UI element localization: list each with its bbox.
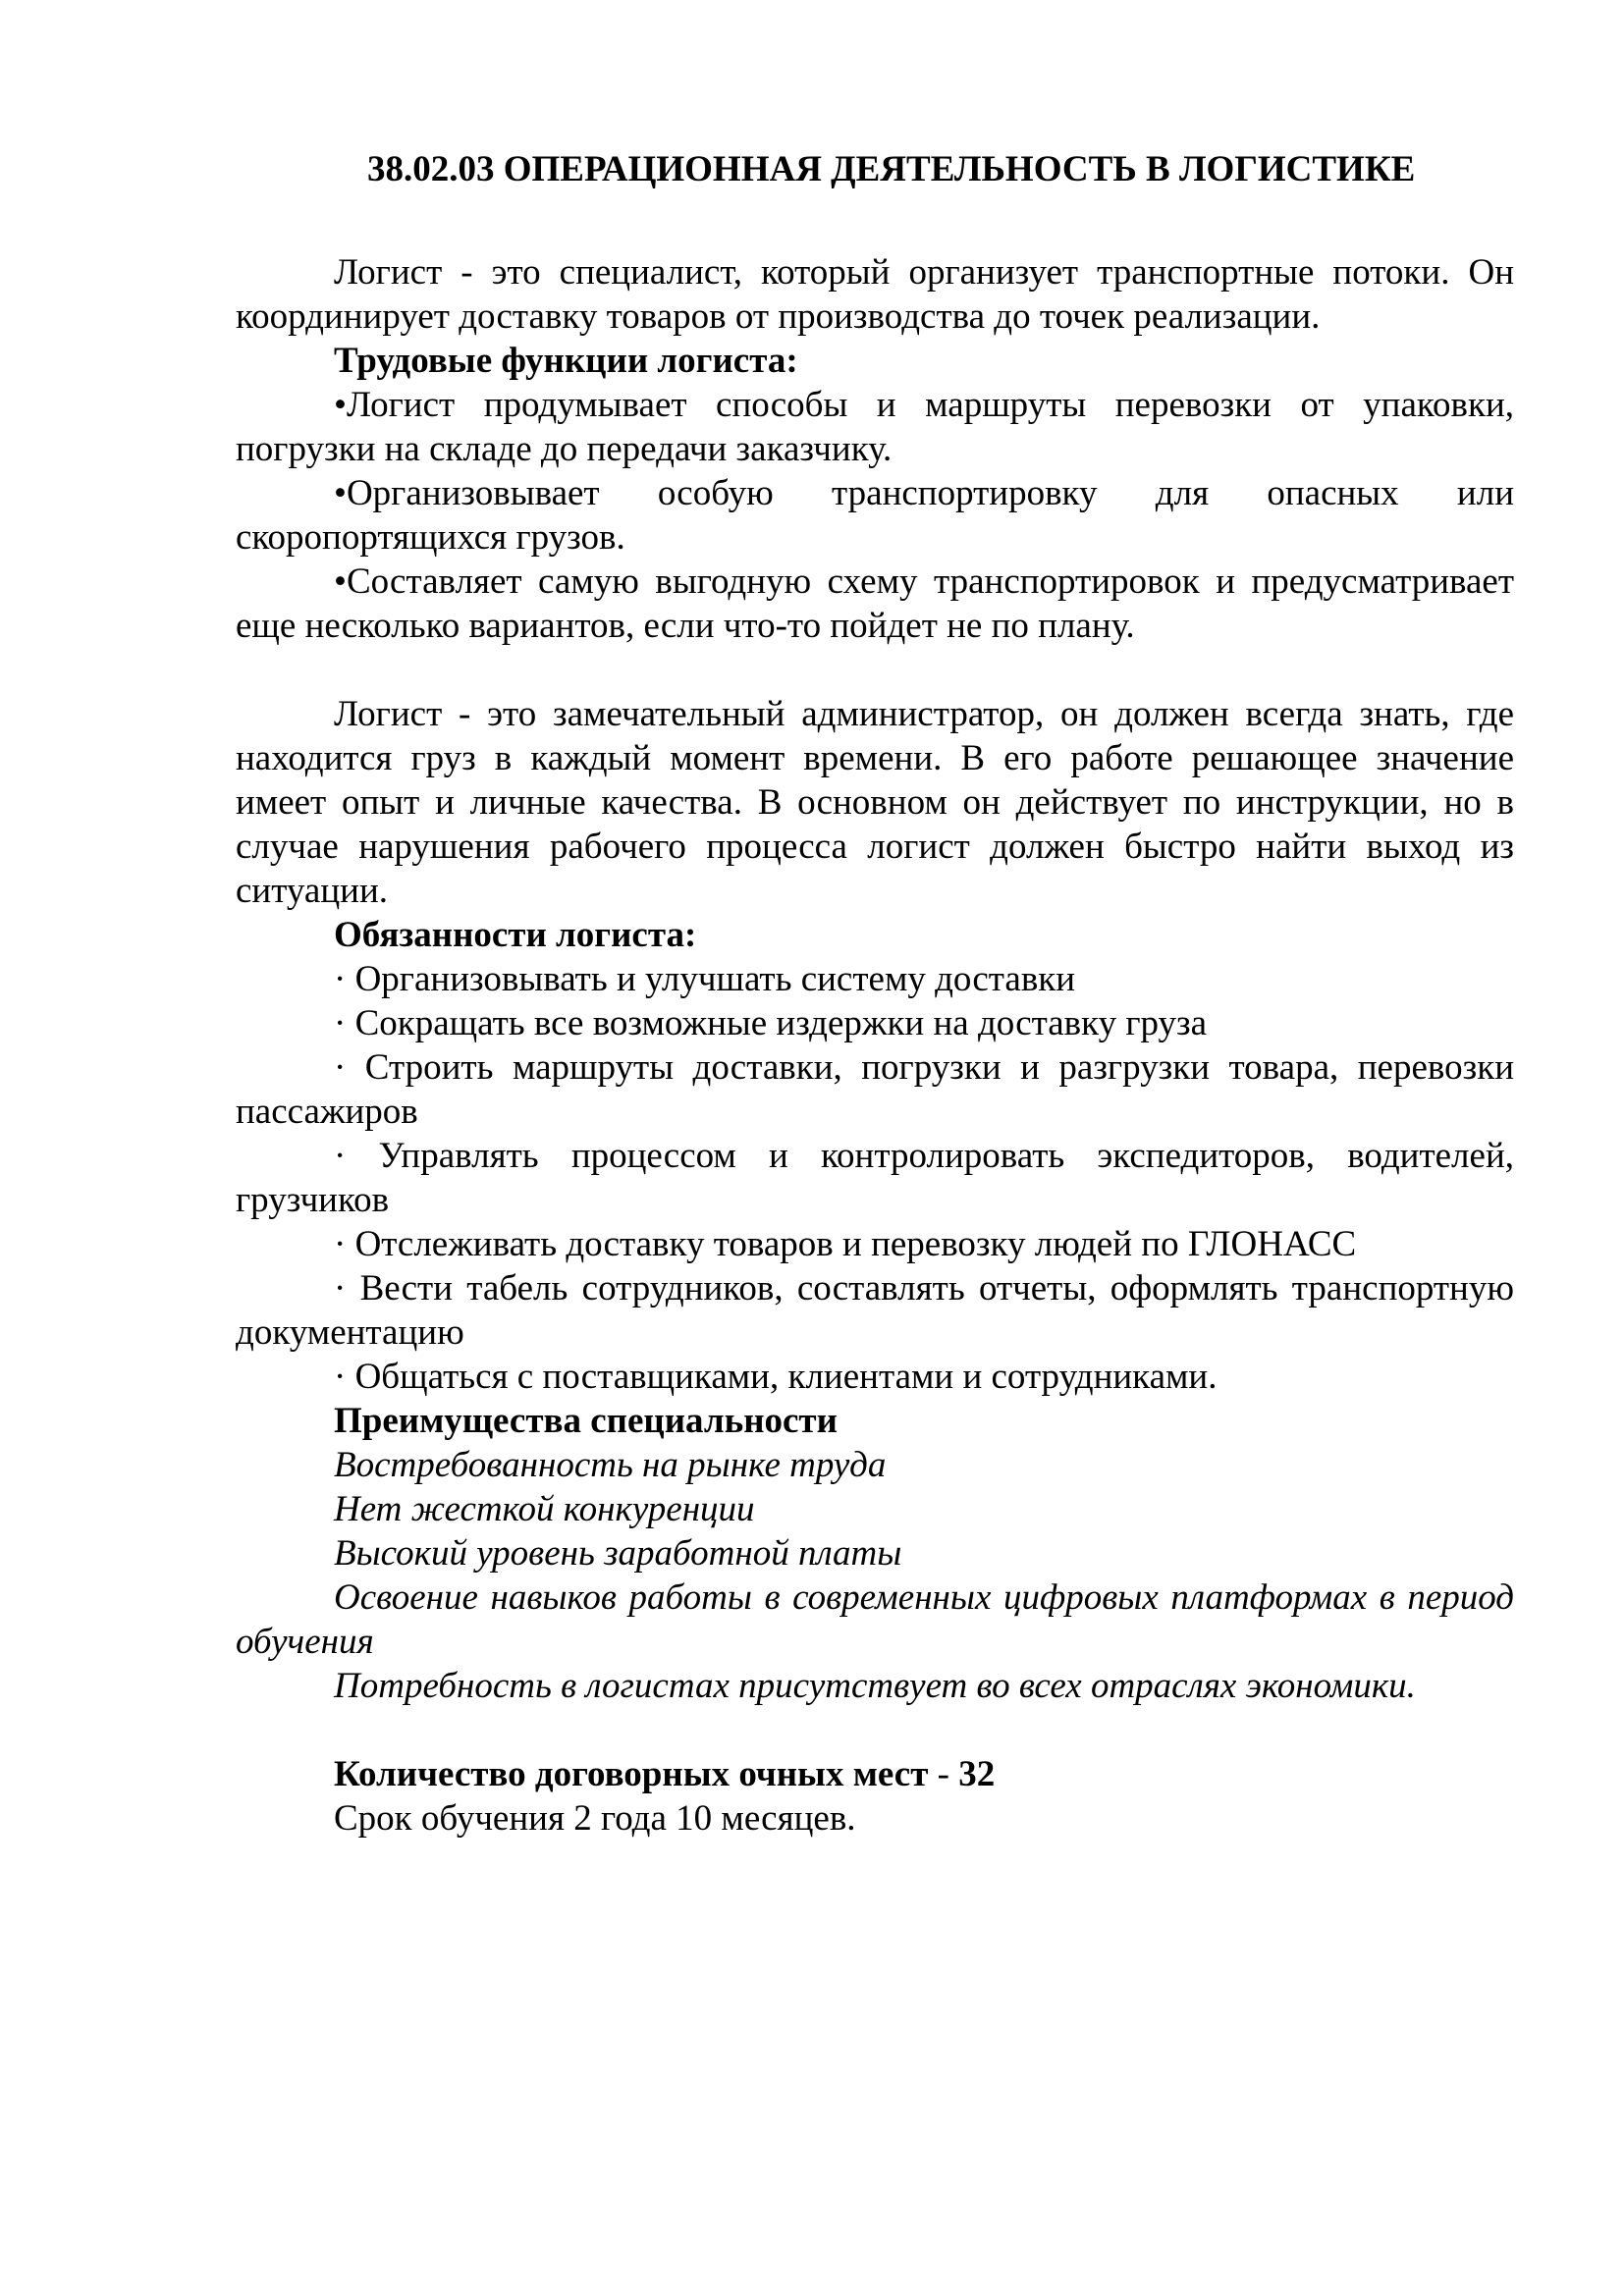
function-item: •Организовывает особую транспортировку для опасных или скоропортящихся грузов.	[236, 473, 1514, 558]
spacer	[236, 1708, 1514, 1752]
duty-item: · Отслеживать доставку товаров и перевозку людей по ГЛОНАСС	[334, 1224, 1357, 1264]
advantage-item: Потребность в логистах присутствует во всех отраслях экономики.	[334, 1666, 1416, 1706]
advantage-item: Освоение навыков работы в современных цифровых платформах в период обучения	[236, 1577, 1514, 1662]
document-content	[236, 147, 1514, 1841]
duty-item: · Общаться с поставщиками, клиентами и сотрудниками.	[334, 1357, 1218, 1397]
functions-heading: Трудовые функции логиста:	[334, 341, 798, 381]
advantage-item: Высокий уровень заработной платы	[334, 1533, 902, 1574]
places-dash: -	[928, 1754, 959, 1794]
duty-item: · Вести табель сотрудников, составлять отчеты, оформлять транспортную документацию	[236, 1268, 1514, 1353]
function-item: •Составляет самую выгодную схему транспортировок и предусматривает еще несколько вариантов, если что-то пойдет не по плану.	[236, 561, 1514, 646]
admin-paragraph: Логист - это замечательный администратор, он должен всегда знать, где находится груз в каждый момент времени. В его работе решающее значение имеет опыт и личные качества. В основном он действует по инструкции, но в случае нарушения рабочего процесса логист должен быстро найти выход из ситуации.	[236, 694, 1514, 911]
duties-heading: Обязанности логиста:	[334, 915, 697, 955]
places-line	[236, 1752, 1514, 1796]
spacer	[236, 648, 1514, 692]
places-label: Количество договорных очных мест	[334, 1754, 929, 1794]
function-item: •Логист продумывает способы и маршруты перевозки от упаковки, погрузки на складе до передачи заказчику.	[236, 385, 1514, 469]
intro-paragraph: Логист - это специалист, который организует транспортные потоки. Он координирует доставку товаров от производства до точек реализации.	[236, 252, 1514, 337]
advantage-item: Востребованность на рынке труда	[334, 1445, 887, 1485]
duration-line: Срок обучения 2 года 10 месяцев.	[334, 1798, 856, 1839]
places-value: 32	[958, 1754, 996, 1794]
document-title: 38.02.03 ОПЕРАЦИОННАЯ ДЕЯТЕЛЬНОСТЬ В ЛОГИСТИКЕ	[367, 149, 1416, 189]
duty-item: · Управлять процессом и контролировать экспедиторов, водителей, грузчиков	[236, 1136, 1514, 1220]
duty-item: · Сокращать все возможные издержки на доставку груза	[334, 1003, 1208, 1043]
advantage-item: Нет жесткой конкуренции	[334, 1489, 755, 1529]
duty-item: · Организовывать и улучшать систему доставки	[334, 959, 1076, 999]
advantages-heading: Преимущества специальности	[334, 1401, 838, 1441]
duty-item: · Строить маршруты доставки, погрузки и разгрузки товара, перевозки пассажиров	[236, 1047, 1514, 1132]
